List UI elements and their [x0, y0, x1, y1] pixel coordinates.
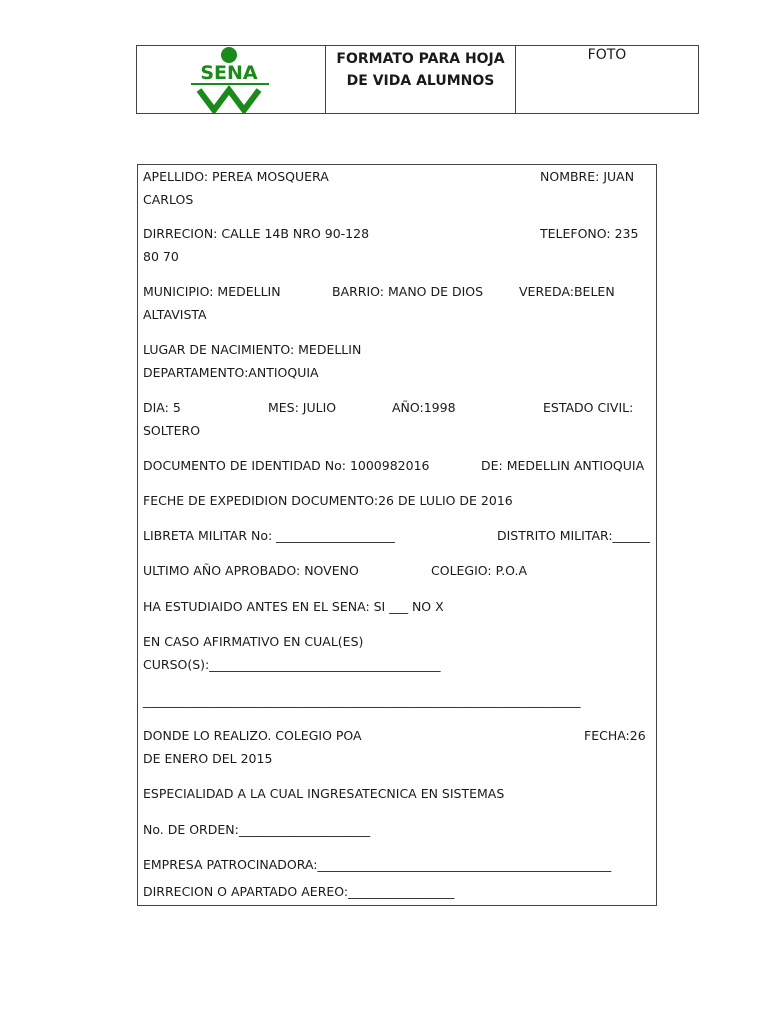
cursos-field: CURSO(S):_____________________________________	[143, 657, 441, 672]
mes-field: MES: JULIO	[268, 400, 337, 415]
logo-cell	[137, 46, 326, 114]
blank-line: ______________________________________________________________________	[143, 693, 581, 708]
municipio-field: MUNICIPIO: MEDELLIN	[143, 284, 281, 299]
photo-cell	[516, 46, 699, 114]
especialidad-field: ESPECIALIDAD A LA CUAL INGRESATECNICA EN SISTEMAS	[143, 786, 505, 801]
estudiado-sena-field: HA ESTUDIAIDO ANTES EN EL SENA: SI ___ NO X	[143, 599, 444, 614]
sena-logo	[137, 46, 325, 113]
photo-label: FOTO	[587, 47, 627, 63]
documento-de-field: DE: MEDELLIN ANTIOQUIA	[481, 458, 645, 473]
documento-field: DOCUMENTO DE IDENTIDAD No: 1000982016	[143, 458, 430, 473]
vereda-field: VEREDA:BELEN	[519, 284, 615, 299]
telefono-continued: 80 70	[143, 249, 179, 264]
caso-afirmativo-field: EN CASO AFIRMATIVO EN CUAL(ES)	[143, 634, 364, 649]
dia-field: DIA: 5	[143, 400, 181, 415]
expedicion-field: FECHE DE EXPEDIDION DOCUMENTO:26 DE LULIO DE 2016	[143, 493, 513, 508]
departamento-field: DEPARTAMENTO:ANTIOQUIA	[143, 365, 319, 380]
libreta-militar-field: LIBRETA MILITAR No: ___________________	[143, 528, 395, 543]
student-form	[137, 164, 657, 906]
orden-field: No. DE ORDEN:_____________________	[143, 822, 371, 837]
form-title-line1: FORMATO PARA HOJA	[336, 51, 505, 67]
logo-text: SENA	[200, 62, 258, 84]
donde-field: DONDE LO REALIZO. COLEGIO POA	[143, 728, 362, 743]
barrio-field: BARRIO: MANO DE DIOS	[332, 284, 484, 299]
anio-field: AÑO:1998	[392, 400, 456, 415]
distrito-militar-field: DISTRITO MILITAR:______	[497, 528, 651, 543]
vereda-continued: ALTAVISTA	[143, 307, 207, 322]
apellido-field: APELLIDO: PEREA MOSQUERA	[143, 169, 329, 184]
form-title-line2: DE VIDA ALUMNOS	[346, 73, 495, 89]
nombre-continued: CARLOS	[143, 192, 194, 207]
header-table	[136, 45, 699, 114]
telefono-field: TELEFONO: 235	[540, 226, 639, 241]
title-cell	[326, 46, 516, 114]
nombre-field: NOMBRE: JUAN	[540, 169, 635, 184]
ultimo-anio-field: ULTIMO AÑO APROBADO: NOVENO	[143, 563, 359, 578]
direccion-field: DIRRECION: CALLE 14B NRO 90-128	[143, 226, 370, 241]
estado-civil-field: ESTADO CIVIL:	[543, 400, 634, 415]
apartado-field: DIRRECION O APARTADO AEREO:_________________	[143, 884, 455, 899]
estado-civil-continued: SOLTERO	[143, 423, 201, 438]
fecha-continued: DE ENERO DEL 2015	[143, 751, 273, 766]
colegio-field: COLEGIO: P.O.A	[431, 563, 528, 578]
empresa-field: EMPRESA PATROCINADORA:_______________________________________________	[143, 857, 612, 872]
lugar-nacimiento-field: LUGAR DE NACIMIENTO: MEDELLIN	[143, 342, 362, 357]
fecha-field: FECHA:26	[584, 728, 646, 743]
